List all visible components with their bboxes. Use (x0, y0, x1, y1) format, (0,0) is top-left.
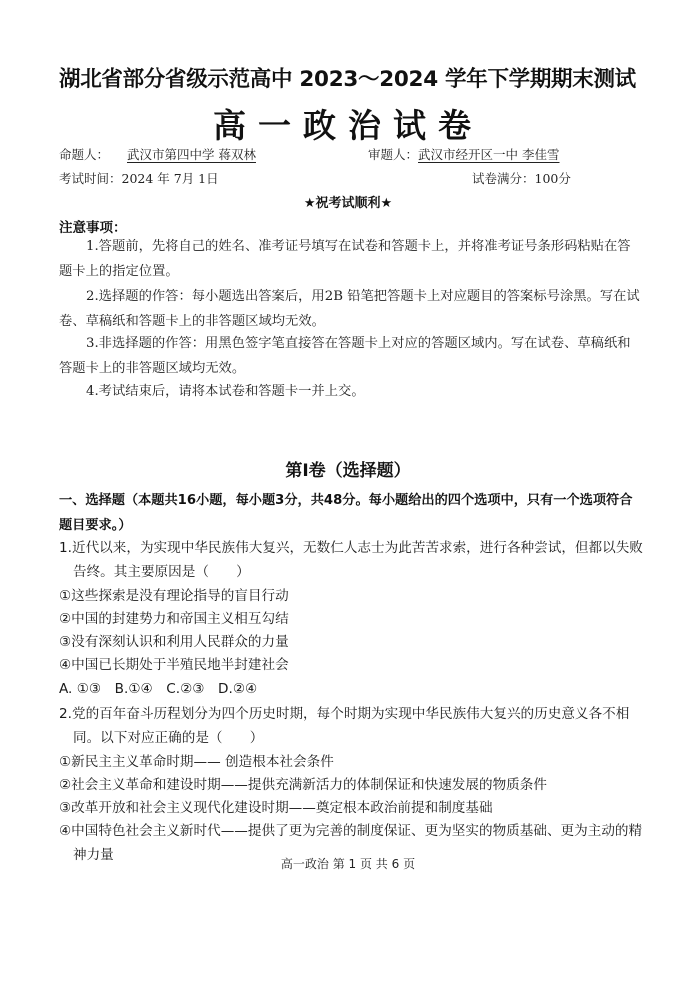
paper-subtitle: 高一政治试卷 (213, 106, 483, 145)
reviewer-value: 武汉市经开区一中 李佳雪 (418, 147, 560, 162)
setter-value: 武汉市第四中学 蒋双林 (127, 147, 256, 162)
exam-title: 湖北省部分省级示范高中 2023～2024 学年下学期期末测试 (59, 67, 636, 92)
notes-heading: 注意事项： (59, 220, 127, 236)
note-item: 2.选择题的作答：每小题选出答案后，用2B 铅笔把答题卡上对应题目的答案标号涂黑。写在试卷、草稿纸和答题卡上的非答题区域均无效。 (59, 289, 640, 329)
good-luck-wish: ★祝考试顺利★ (303, 196, 393, 211)
full-score: 试卷满分：100分 (472, 171, 571, 186)
reviewer-info (368, 145, 560, 163)
question-statement: ④中国特色社会主义新时代——提供了更为完善的制度保证、更为坚实的物质基础、更为主动的精神力量 (59, 823, 643, 863)
question-statement: ①新民主主义革命时期—— 创造根本社会条件 (59, 754, 334, 770)
question-stem: 2.党的百年奋斗历程划分为四个历史时期，每个时期为实现中华民族伟大复兴的历史意义各不相同。以下对应正确的是（ ） (59, 706, 630, 746)
section-title: 第Ⅰ卷（选择题） (285, 461, 411, 481)
note-item: 4.考试结束后，请将本试卷和答题卡一并上交。 (86, 384, 365, 399)
reviewer-label: 审题人： (368, 147, 419, 162)
question-statement: ③没有深刻认识和利用人民群众的力量 (59, 634, 289, 650)
answer-choices: A. ①③ B.①④ C.②③ D.②④ (59, 681, 258, 697)
note-item: 3.非选择题的作答：用黑色签字笔直接答在答题卡上对应的答题区域内。写在试卷、草稿纸和答题卡上的非答题区域均无效。 (59, 336, 631, 376)
setter-info (59, 145, 256, 163)
section-instructions: 一、选择题（本题共16小题，每小题3分，共48分。每小题给出的四个选项中，只有一个选项符合题目要求。） (59, 493, 633, 533)
question-statement: ②中国的封建势力和帝国主义相互勾结 (59, 611, 289, 627)
exam-time: 考试时间：2024 年 7月 1日 (59, 171, 219, 186)
question-statement: ②社会主义革命和建设时期——提供充满新活力的体制保证和快速发展的物质条件 (59, 777, 547, 793)
question-statement: ①这些探索是没有理论指导的盲目行动 (59, 588, 289, 604)
page-footer: 高一政治 第 1 页 共 6 页 (280, 857, 416, 871)
question-statement: ④中国已长期处于半殖民地半封建社会 (59, 657, 289, 673)
question-statement: ③改革开放和社会主义现代化建设时期——奠定根本政治前提和制度基础 (59, 800, 493, 816)
setter-label: 命题人： (59, 147, 110, 162)
note-item: 1.答题前，先将自己的姓名、准考证号填写在试卷和答题卡上，并将准考证号条形码粘贴在答题卡上的指定位置。 (59, 239, 631, 279)
question-stem: 1.近代以来，为实现中华民族伟大复兴，无数仁人志士为此苦苦求索，进行各种尝试，但都以失败告终。其主要原因是（ ） (59, 540, 643, 580)
